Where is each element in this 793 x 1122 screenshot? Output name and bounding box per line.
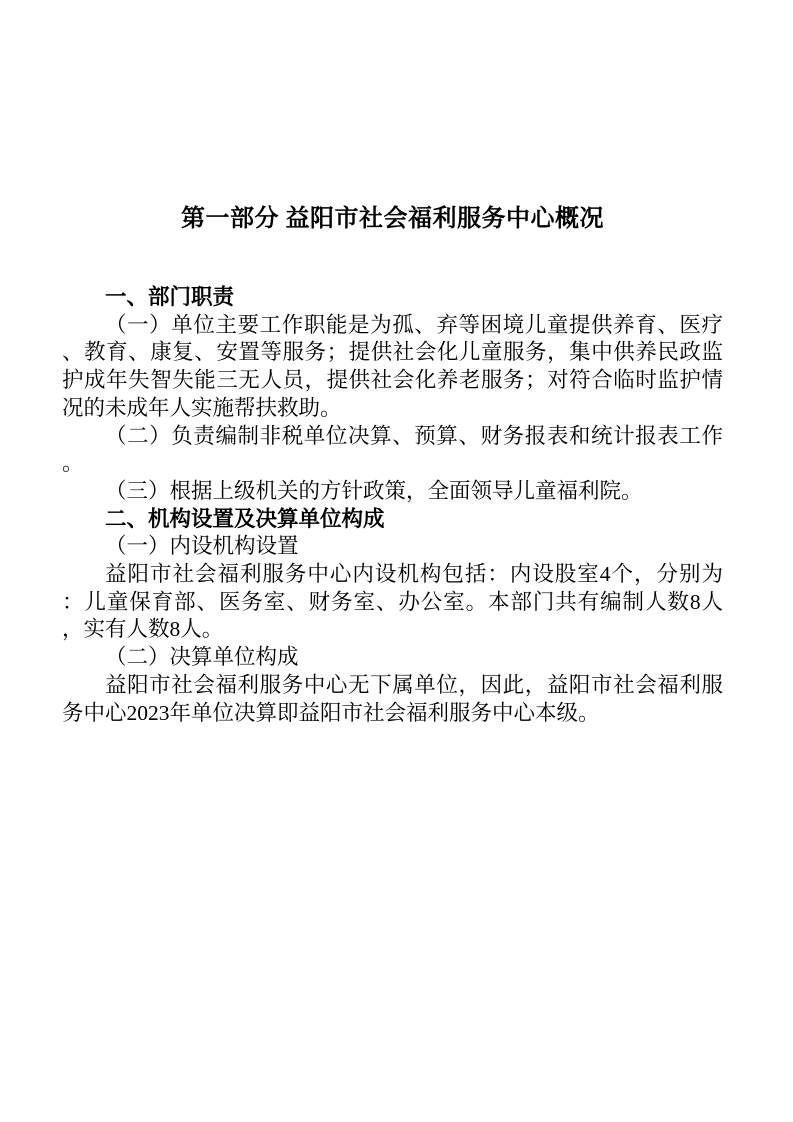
document-title: 第一部分 益阳市社会福利服务中心概况 [181,206,604,232]
document-body [62,284,723,727]
text-line: ：儿童保育部、医务室、财务室、办公室。本部门共有编制人数8人 [62,589,723,614]
text-line: 益阳市社会福利服务中心无下属单位，因此，益阳市社会福利服 [105,672,723,697]
text-line: （一）单位主要工作职能是为孤、弃等困境儿童提供养育、医疗 [105,312,723,337]
text-line: 务中心2023年单位决算即益阳市社会福利服务中心本级。 [62,700,600,725]
text-line: 、教育、康复、安置等服务；提供社会化儿童服务，集中供养民政监 [62,340,723,365]
text-line: 况的未成年人实施帮扶救助。 [62,395,342,420]
text-line: 益阳市社会福利服务中心内设机构包括：内设股室4个，分别为 [105,562,723,587]
text-line: （一）内设机构设置 [105,534,299,559]
text-line: （二）决算单位构成 [105,645,299,670]
text-line: 一、部门职责 [105,285,235,309]
text-line: （三）根据上级机关的方针政策，全面领导儿童福利院。 [105,478,643,503]
text-line: ，实有人数8人。 [62,617,224,642]
text-line: （二）负责编制非税单位决算、预算、财务报表和统计报表工作 [105,423,723,448]
text-line: 二、机构设置及决算单位构成 [105,506,385,531]
text-line: 护成年失智失能三无人员，提供社会化养老服务；对符合临时监护情 [62,368,723,393]
text-line: 。 [62,451,84,476]
